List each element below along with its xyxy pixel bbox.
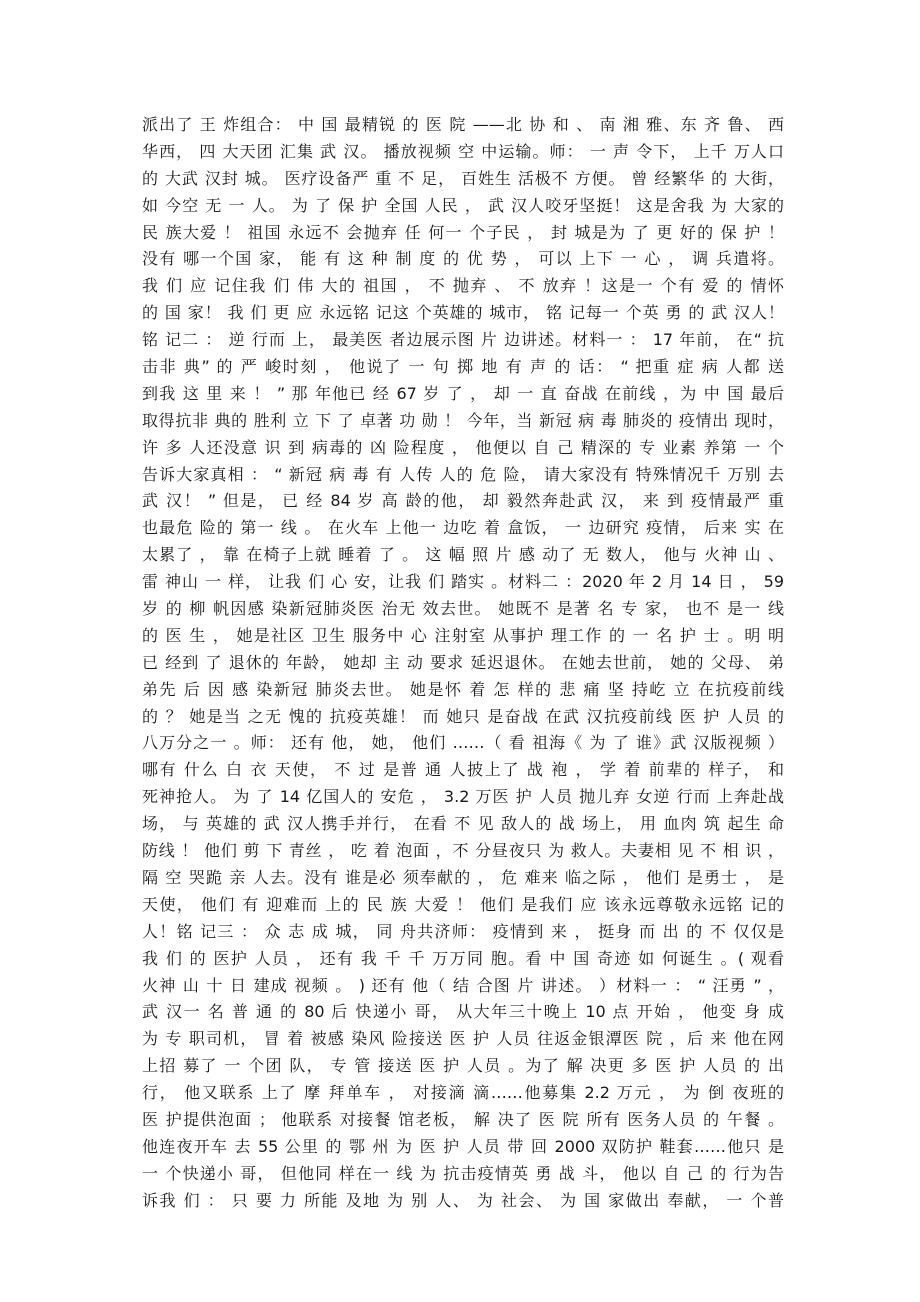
text-line: 火神 山 十 日 建成 视频 。 ) 还有 他（ 结 合图 片 讲述。 ）材料一 ： “ 汪勇 ” ， — [142, 975, 784, 995]
text-line: 的 ？ 她是当 之无 愧的 抗疫英雄！ 而 她只 是奋战 在武 汉抗疫前线 医 护 人员 的 — [142, 706, 784, 726]
text-line: 防线 ！ 他们 剪 下 青丝 ， 吃 着 泡面 ，不 分昼夜只 为 救人。夫妻相 见 不 相 识 ， — [142, 841, 784, 861]
text-line: 哪有 什么 白 衣 天使， 不 过 是普 通 人披上了 战 袍 ， 学 着 前辈的 样子， 和 — [142, 760, 784, 780]
text-line: 如 今空 无 一 人。 为 了 保 护 全国 人民 ， 武 汉人咬牙坚挺！ 这是舍我 为 大家的 — [142, 195, 784, 215]
text-line: 我 们 的 医护 人员 ， 还有 我 千 千 万万同 胞。看 中 国 奇迹 如 何诞生 。( 观看 — [142, 948, 784, 968]
text-line: 死神抢人。 为 了 14 亿国人的 安危 ， 3.2 万医 护 人员 抛儿弃 女逆 行而 上奔赴战 — [142, 787, 784, 807]
text-line: 民 族大爱 ！ 祖国 永远不 会抛弃 任 何一 个子民 ， 封 城是为 了 更 好的 保 护 ！ — [142, 222, 784, 242]
text-line: 上招 募了 一 个团 队， 专 管 接送 医 护 人员 。为了 解 决更 多 医 护 人员 的 出 — [142, 1056, 784, 1076]
text-line: 武 汉一 名 普 通 的 80 后 快递小 哥， 从大年三十晚上 10 点 开始 ， 他变 身 成 — [142, 1002, 784, 1022]
body-text — [142, 112, 784, 1215]
text-line: 一 个快递小 哥， 但他同 样在一 线 为 抗击疫情英 勇 战 斗， 他以 自 己 的 行为告 — [142, 1163, 784, 1183]
text-line: 没有 哪一个国 家， 能 有 这 种 制 度 的 优 势 ， 可以 上下 一 心 ， 调 兵遣将。 — [142, 249, 784, 269]
text-line: 铭 记二 ： 逆 行而 上， 最美医 者边展示图 片 边讲述。材料一 ： 17 年前， 在“ 抗 — [142, 330, 784, 350]
text-line: 医 护提供泡面 ； 他联系 对接餐 馆老板， 解 决了 医 院 所有 医务人员 的 午餐 。 — [142, 1109, 784, 1129]
text-line: 击非 典” 的 严 峻时刻 ， 他说了 一 句 掷 地 有 声 的 话： “ 把重 症 病 人都 送 — [142, 357, 784, 377]
text-line: 告诉大家真相 ： “ 新冠 病 毒 有 人传 人的 危 险， 请大家没有 特殊情况千 万别 去 — [142, 464, 784, 484]
text-line: 他连夜开车 去 55 公里 的 鄂 州 为 医 护 人员 带 回 2000 双防护 鞋套……他只 是 — [142, 1136, 784, 1156]
text-line: 诉我 们 ： 只 要 力 所能 及地 为 别 人、 为 社会、 为 国 家做出 奉献， 一 个普 — [142, 1190, 784, 1210]
text-line: 雷 神山 一 样， 让我 们 心 安，让我 们 踏实 。材料二 ：2020 年 2 月 14 日 ， 59 — [142, 572, 784, 592]
text-line: 已 经到 了 退休的 年龄， 她却 主 动 要求 延迟退休。 在她去世前， 她的 父母、 弟 — [142, 652, 784, 672]
text-line: 到我 这 里 来 ！ ” 那 年他已 经 67 岁 了 ， 却 一 直 奋战 在前线 ，为 中 国 最后 — [142, 383, 784, 403]
text-line: 华西， 四 大天团 汇集 武 汉。 播放视频 空 中运输。师： 一 声 令下， 上千 万人口 — [142, 141, 784, 161]
text-line: 我 们 应 记住我 们 伟 大的 祖国 ， 不 抛弃 、 不 放弃 ！这是一 个有 爱 的 情怀 — [142, 276, 784, 296]
text-line: 场， 与 英雄的 武 汉人携手并行， 在看 不 见 敌人的 战 场上， 用 血肉 筑 起生 命 — [142, 814, 784, 834]
text-line: 许 多 人还没意 识 到 病毒的 凶 险程度 ， 他便以 自 己 精深的 专 业素 养第 一 个 — [142, 437, 784, 457]
text-line: 八万分之一 。师： 还有 他， 她， 他们 ……（ 看 祖海《 为 了 谁》武 汉版视频 ） — [142, 733, 784, 753]
text-line: 太累了 ， 靠 在椅子上就 睡着 了 。 这 幅 照 片 感 动了 无 数人， 他与 火神 山 、 — [142, 545, 784, 565]
text-line: 的 国 家！ 我 们 更 应 永远铭 记这 个英雄的 城市， 铭 记每一 个英 勇 的 武 汉人！ — [142, 303, 784, 323]
text-line: 的 医 生 ， 她是社区 卫生 服务中 心 注射室 从事护 理工作 的 一 名 护 士 。明 明 — [142, 625, 784, 645]
text-line: 天使， 他们 有 迎难而 上的 民 族 大爱 ！ 他们 是我们 应 该永远尊敬永远铭 记的 — [142, 894, 784, 914]
text-line: 派出了 王 炸组合： 中 国 最精锐 的 医 院 ——北 协 和 、 南 湘 雅、东 齐 鲁、 西 — [142, 115, 784, 134]
text-line: 岁 的 柳 帆因感 染新冠肺炎医 治无 效去世。 她既不 是著 名 专 家， 也不 是一 线 — [142, 599, 784, 619]
text-line: 也最危 险的 第一 线 。 在火车 上他一 边吃 着 盒饭， 一 边研究 疫情， 后来 实 在 — [142, 518, 784, 538]
text-line: 人！铭 记三 ： 众 志 成 城， 同 舟共济师： 疫情到 来 ， 挺身 而 出 的 不 仅仅是 — [142, 921, 784, 941]
text-line: 取得抗非 典的 胜利 立 下 了 卓著 功 勋 ！ 今年，当 新冠 病 毒 肺炎的 疫情出 现时， — [142, 410, 784, 430]
text-line: 行， 他又联系 上了 摩 拜单车 ， 对接滴 滴……他募集 2.2 万元 ， 为 倒 夜班的 — [142, 1083, 784, 1103]
text-line: 为 专 职司机， 冒 着 被感 染风 险接送 医 护 人员 往返金银潭医 院 ，后 来 他在网 — [142, 1029, 784, 1049]
text-line: 的 大武 汉封 城。 医疗设备严 重 不 足， 百姓生 活极不 方便。 曾 经繁华 的 大街， — [142, 168, 784, 188]
text-line: 隔 空 哭跪 亲 人去。没有 谁是必 须奉献的 ， 危 难来 临之际 ， 他们 是勇士 ， 是 — [142, 867, 784, 887]
text-line: 武 汉！ ” 但是， 已 经 84 岁 高 龄的他， 却 毅然奔赴武 汉， 来 到 疫情最严 重 — [142, 491, 784, 511]
text-line: 弟先 后 因 感 染新冠 肺炎去世。 她是怀 着 怎 样的 悲 痛 坚 持屹 立 在抗疫前线 — [142, 679, 784, 699]
